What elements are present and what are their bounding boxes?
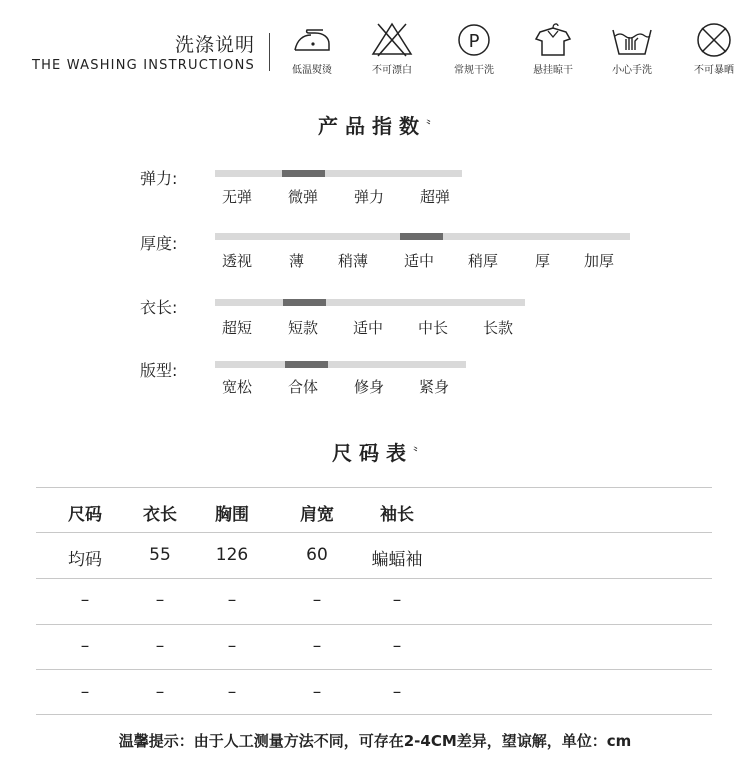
care-label: 不可漂白 [372, 65, 412, 76]
indicator-option: 稍厚 [468, 252, 499, 270]
care-icon-iron [282, 20, 342, 76]
care-icon-hang [523, 20, 583, 76]
hang-dry-icon [530, 20, 576, 58]
no-bleach-icon [369, 20, 415, 58]
indicator-option: 长款 [483, 319, 514, 337]
table-cell: – [312, 636, 322, 656]
table-cell: – [392, 590, 402, 610]
product-index-title [318, 110, 438, 139]
care-icon-dryclean [444, 20, 504, 76]
indicator-option: 无弹 [222, 188, 253, 206]
indicator-option: 宽松 [222, 378, 253, 396]
indicator-option: 紧身 [419, 378, 450, 396]
indicator-option: 适中 [404, 252, 435, 270]
table-cell: – [312, 682, 322, 702]
indicator-marker [400, 233, 443, 240]
table-cell: – [80, 590, 90, 610]
table-header-cell: 袖长 [380, 505, 414, 525]
dry-clean-p-icon [451, 20, 497, 58]
table-header-cell: 尺码 [68, 505, 102, 525]
indicator-option: 厚 [535, 252, 551, 270]
table-cell: – [155, 682, 165, 702]
table-cell: – [227, 636, 237, 656]
indicator-marker [285, 361, 328, 368]
table-cell: – [392, 682, 402, 702]
indicator-bar-fit [215, 361, 466, 368]
table-cell: – [227, 682, 237, 702]
indicator-option: 中长 [418, 319, 449, 337]
no-tumble-dry-icon [691, 20, 737, 58]
indicator-option: 适中 [353, 319, 384, 337]
table-cell: – [227, 590, 237, 610]
indicator-label-fit: 版型: [140, 361, 178, 380]
washing-title-en: THE WASHING INSTRUCTIONS [31, 58, 255, 73]
title-accent-icon: 〟 [413, 439, 426, 453]
indicator-option: 薄 [289, 252, 305, 270]
table-cell: 60 [306, 545, 328, 565]
indicator-option: 稍薄 [338, 252, 369, 270]
indicator-option: 加厚 [584, 252, 615, 270]
indicator-option: 超弹 [420, 188, 451, 206]
table-cell: – [155, 636, 165, 656]
care-label: 不可暴晒 [694, 65, 734, 76]
table-cell: 55 [149, 545, 171, 565]
table-header-cell: 肩宽 [300, 505, 334, 525]
indicator-bar-elasticity [215, 170, 462, 177]
care-icon-tumble [684, 20, 744, 76]
care-label: 低温熨烫 [292, 65, 332, 76]
product-index-title-text: 产品指数 [318, 114, 426, 138]
indicator-option: 透视 [222, 252, 253, 270]
table-header-cell: 胸围 [215, 505, 249, 525]
indicator-marker [282, 170, 325, 177]
iron-low-heat-icon [289, 20, 335, 58]
indicator-bar-length [215, 299, 525, 306]
indicator-label-thickness: 厚度: [140, 234, 178, 253]
title-accent-icon: 〟 [426, 112, 439, 126]
table-header-cell: 衣长 [143, 505, 177, 525]
header-divider [269, 33, 270, 71]
table-cell: – [155, 590, 165, 610]
table-rule [36, 578, 712, 579]
indicator-bar-thickness [215, 233, 630, 240]
table-cell: – [80, 682, 90, 702]
table-rule [36, 624, 712, 625]
indicator-option: 短款 [288, 319, 319, 337]
svg-text:P: P [468, 31, 480, 52]
indicator-option: 弹力 [354, 188, 385, 206]
indicator-label-elasticity: 弹力: [140, 169, 178, 188]
table-cell: – [392, 636, 402, 656]
care-label: 小心手洗 [612, 65, 652, 76]
table-rule [36, 532, 712, 533]
size-table-title [332, 437, 425, 466]
table-rule [36, 487, 712, 488]
table-cell: – [80, 636, 90, 656]
care-label: 常规干洗 [454, 65, 494, 76]
table-rule [36, 714, 712, 715]
washing-title-cn: 洗涤说明 [174, 34, 255, 56]
table-cell: 126 [215, 545, 249, 565]
table-cell: – [312, 590, 322, 610]
indicator-option: 超短 [222, 319, 253, 337]
indicator-label-length: 衣长: [140, 298, 178, 317]
indicator-marker [283, 299, 326, 306]
care-label: 悬挂晾干 [533, 65, 573, 76]
care-icon-bleach [362, 20, 422, 76]
size-table-title-text: 尺码表 [332, 441, 413, 465]
indicator-option: 修身 [354, 378, 385, 396]
care-icon-handwash [602, 20, 662, 76]
hand-wash-icon [609, 20, 655, 58]
measurement-note: 温馨提示：由于人工测量方法不同，可存在2-4CM差异，望谅解，单位：cm [118, 732, 632, 750]
indicator-option: 合体 [288, 378, 319, 396]
table-cell: 均码 [68, 550, 102, 570]
table-rule [36, 669, 712, 670]
indicator-option: 微弹 [288, 188, 319, 206]
table-cell: 蝙蝠袖 [371, 550, 423, 570]
